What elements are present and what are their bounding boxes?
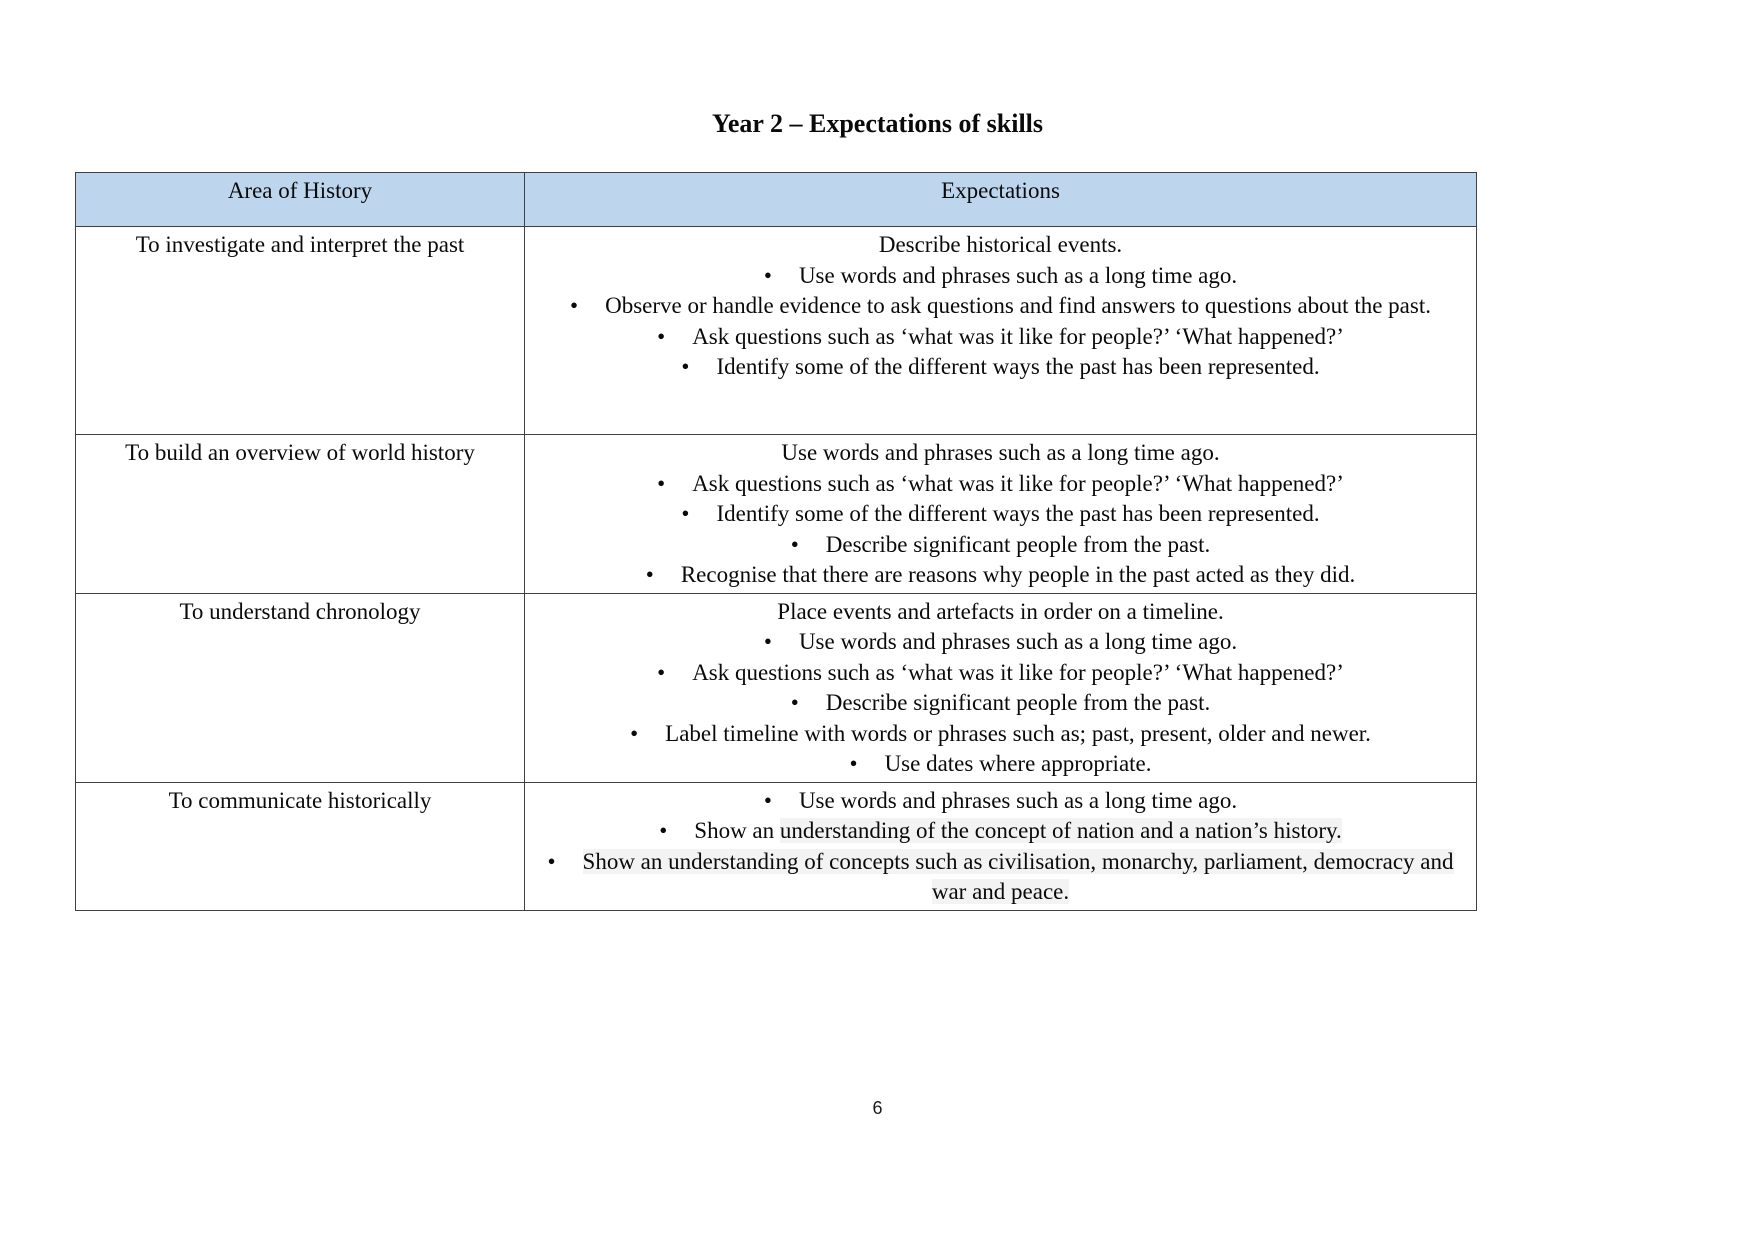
- bullet-marker: •: [763, 262, 772, 288]
- expectation-text: Ask questions such as ‘what was it like for people?’ ‘What happened?’: [692, 323, 1344, 349]
- expectation-item: [529, 786, 1472, 817]
- bullet-marker: •: [763, 629, 772, 654]
- table-row: [76, 782, 1477, 910]
- bullet-marker: •: [790, 690, 799, 715]
- bullet-marker: •: [681, 354, 690, 379]
- highlighted-text: Show an understanding of concepts such as civilisation, monarchy, parliament, democracy and war and peace.: [582, 848, 1454, 904]
- table-header-row: [76, 173, 1477, 227]
- expectation-text: Label timeline with words or phrases such as; past, present, older and newer.: [665, 720, 1371, 746]
- expectations-cell: [525, 227, 1477, 435]
- bullet-marker: •: [849, 751, 858, 776]
- expectation-text: Place events and artefacts in order on a timeline.: [777, 598, 1224, 624]
- bullet-marker: •: [659, 818, 668, 843]
- expectation-text: Use words and phrases such as a long time ago.: [798, 262, 1238, 288]
- area-of-history-cell: To understand chronology: [76, 593, 525, 782]
- expectation-text: Use dates where appropriate.: [884, 751, 1152, 776]
- expectation-item: [529, 749, 1472, 780]
- expectation-text: Use words and phrases such as a long time ago.: [798, 787, 1238, 813]
- expectations-table: [75, 172, 1477, 911]
- expectation-item: [529, 291, 1472, 322]
- expectation-text: Ask questions such as ‘what was it like for people?’ ‘What happened?’: [692, 659, 1344, 685]
- expectation-text: Identify some of the different ways the past has been represented.: [716, 501, 1320, 526]
- bullet-marker: •: [630, 720, 639, 746]
- expectation-text: Use words and phrases such as a long time ago.: [781, 440, 1220, 465]
- expectation-item: [529, 322, 1472, 353]
- expectation-item: [529, 688, 1472, 719]
- bullet-marker: •: [790, 531, 799, 557]
- bullet-marker: •: [657, 470, 666, 496]
- bullet-marker: •: [763, 787, 772, 813]
- bullet-marker: •: [547, 848, 556, 874]
- expectation-text: Describe significant people from the past.: [825, 690, 1211, 715]
- bullet-marker: •: [657, 659, 666, 685]
- expectation-item: [529, 560, 1472, 591]
- bullet-marker: •: [681, 501, 690, 526]
- expectation-item: [529, 597, 1472, 628]
- bullet-marker: •: [657, 323, 666, 349]
- expectation-item: [529, 719, 1472, 750]
- table-row: [76, 227, 1477, 435]
- table-row: [76, 435, 1477, 594]
- expectation-text: Recognise that there are reasons why people in the past acted as they did.: [680, 562, 1356, 587]
- expectation-item: [529, 816, 1472, 847]
- bullet-marker: •: [570, 293, 579, 318]
- expectations-cell: [525, 435, 1477, 594]
- expectations-cell: [525, 782, 1477, 910]
- expectation-text: Identify some of the different ways the past has been represented.: [716, 354, 1320, 379]
- expectation-item: [529, 469, 1472, 500]
- expectation-text: Use words and phrases such as a long time ago.: [798, 629, 1238, 654]
- expectation-text: Describe historical events.: [878, 232, 1123, 257]
- expectations-cell: [525, 593, 1477, 782]
- page-title: Year 2 – Expectations of skills: [711, 109, 1044, 138]
- header-expectations: Expectations: [525, 173, 1477, 227]
- expectation-item: [529, 658, 1472, 689]
- expectation-item: [529, 438, 1472, 469]
- expectation-text: Describe significant people from the past.: [825, 531, 1211, 557]
- page-number: 6: [872, 1098, 883, 1118]
- bullet-marker: •: [645, 562, 654, 587]
- expectation-text: Observe or handle evidence to ask questions and find answers to questions about the past.: [605, 293, 1431, 318]
- area-of-history-cell: To investigate and interpret the past: [76, 227, 525, 435]
- area-of-history-cell: To build an overview of world history: [76, 435, 525, 594]
- expectation-item: [529, 230, 1472, 261]
- header-area-of-history: Area of History: [76, 173, 525, 227]
- expectation-text: Ask questions such as ‘what was it like for people?’ ‘What happened?’: [692, 470, 1344, 496]
- expectation-item: [529, 847, 1472, 908]
- highlighted-text: understanding of the concept of nation and a nation’s history.: [779, 818, 1342, 843]
- expectation-item: [529, 352, 1472, 383]
- table-row: [76, 593, 1477, 782]
- expectation-item: [529, 627, 1472, 658]
- area-of-history-cell: To communicate historically: [76, 782, 525, 910]
- expectation-text: Show an: [694, 818, 780, 843]
- expectation-item: [529, 261, 1472, 292]
- expectation-item: [529, 530, 1472, 561]
- expectation-item: [529, 499, 1472, 530]
